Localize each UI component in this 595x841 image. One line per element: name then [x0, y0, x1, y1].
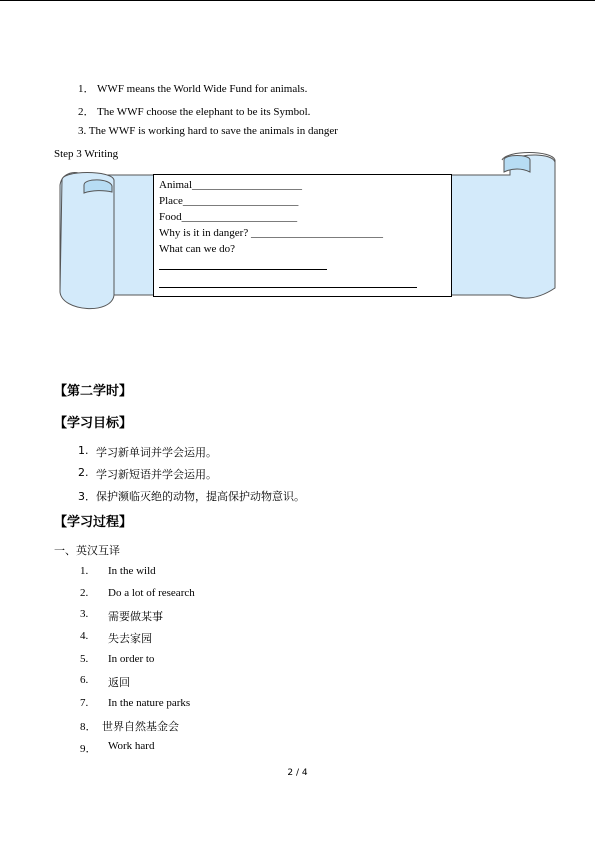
answer-line-1	[159, 269, 327, 270]
place-prompt: Place_____________________	[159, 195, 299, 207]
what-prompt: What can we do?	[159, 243, 236, 255]
step3-heading: Step 3 Writing	[54, 148, 119, 160]
header-rule	[0, 0, 595, 1]
scroll-left-curl	[84, 180, 112, 193]
scroll-left-roll	[60, 173, 114, 309]
item-8-num: 8．	[80, 721, 97, 733]
lesson2-title: 【第二学时】	[54, 384, 133, 399]
section-1-heading: 一、英汉互译	[54, 544, 120, 557]
item-4-text: 失去家园	[108, 632, 152, 645]
item-9-text: Work hard	[108, 740, 155, 752]
goals-title: 【学习目标】	[54, 416, 133, 431]
item-4-num: 4.	[80, 630, 89, 642]
statement-2: 2． The WWF choose the elephant to be its Symbol.	[78, 106, 311, 118]
process-title: 【学习过程】	[54, 515, 133, 530]
goal-2-text: 学习新短语并学会运用。	[96, 468, 217, 481]
goal-2-num: 2.	[78, 466, 89, 479]
food-prompt: Food_____________________	[159, 211, 298, 223]
page-number: 2 / 4	[287, 768, 308, 778]
item-5-num: 5.	[80, 653, 89, 665]
goal-1-num: 1.	[78, 444, 89, 457]
item-8-text: 世界自然基金会	[102, 720, 179, 733]
item-7-num: 7.	[80, 697, 89, 709]
animal-prompt: Animal____________________	[159, 179, 302, 191]
item-6-text: 返回	[108, 676, 130, 689]
item-3-text: 需要做某事	[108, 610, 163, 623]
item-7-text: In the nature parks	[108, 697, 191, 709]
goal-3-text: 保护濒临灭绝的动物，提高保护动物意识。	[96, 490, 305, 503]
statement-3: 3. The WWF is working hard to save the animals in danger	[78, 125, 338, 137]
item-2-num: 2.	[80, 587, 89, 599]
item-6-num: 6.	[80, 674, 89, 686]
item-1-num: 1.	[80, 565, 89, 577]
goal-1-text: 学习新单词并学会运用。	[96, 446, 217, 459]
item-5-text: In order to	[108, 653, 155, 665]
statement-1: 1． WWF means the World Wide Fund for animals.	[78, 83, 308, 95]
item-1-text: In the wild	[108, 565, 156, 577]
answer-line-2	[159, 287, 417, 288]
item-2-text: Do a lot of research	[108, 587, 195, 599]
writing-box	[153, 174, 452, 297]
why-prompt: Why is it in danger? ________________________	[159, 227, 383, 239]
goal-3-num: 3．	[78, 490, 96, 503]
item-3-num: 3.	[80, 608, 89, 620]
item-9-num: 9．	[80, 743, 97, 755]
